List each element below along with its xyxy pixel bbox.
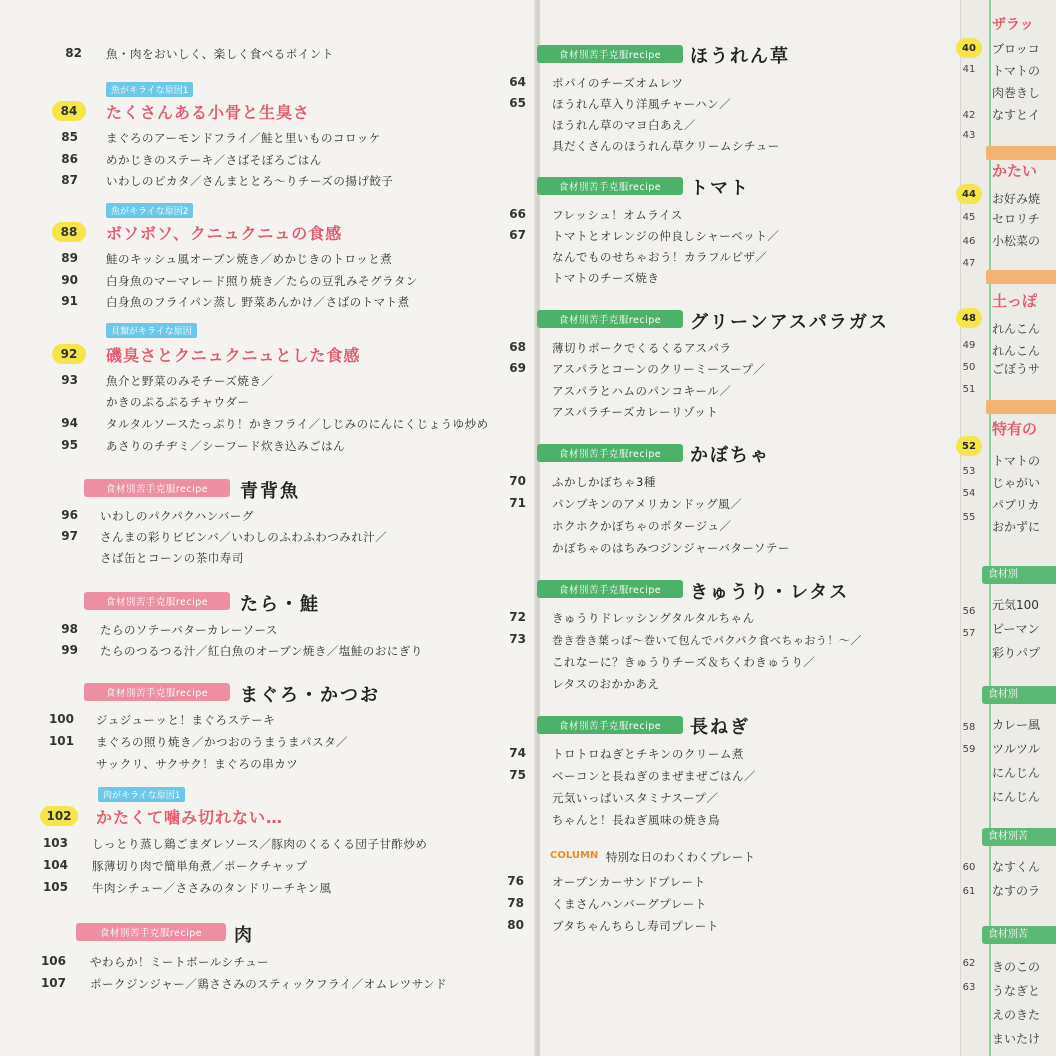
page-number: 94 (61, 416, 78, 430)
page-number: 104 (42, 858, 68, 872)
cropped-heading: ザラッ (992, 17, 1034, 33)
category-title: たら・鮭 (240, 594, 320, 615)
toc-entry: フレッシュ！オムライス (552, 208, 683, 222)
section-heading: 磯臭さとクニュクニュとした食感 (106, 346, 361, 365)
cropped-entry: 肉巻きし (992, 86, 1041, 100)
recipe-label-bar: 食材別苦手克服recipe (537, 580, 683, 598)
page-number: 57 (962, 628, 976, 639)
page-number: 69 (509, 361, 526, 375)
recipe-label-bar: 食材別苦手克服recipe (537, 716, 683, 734)
cropped-entry: れんこん (992, 322, 1041, 336)
cropped-entry: えのきた (992, 1008, 1041, 1022)
highlight-page-number: 84 (52, 101, 86, 121)
toc-entry: 白身魚のマーマレード照り焼き／たらの豆乳みそグラタン (106, 274, 418, 288)
page-number: 96 (61, 508, 78, 522)
toc-entry: あさりのチヂミ／シーフード炊き込みごはん (106, 439, 346, 453)
toc-entry: なんでものせちゃおう！カラフルピザ／ (552, 250, 768, 264)
section-heading: ボソボソ、クニュクニュの食感 (106, 224, 343, 243)
cause-tag-fragment (986, 400, 1056, 414)
toc-entry: アスパラとハムのパンコキール／ (552, 384, 732, 398)
toc-entry: いわしのピカタ／さんまととろ〜りチーズの揚げ餃子 (106, 174, 394, 188)
cropped-entry: 小松菜の (992, 234, 1041, 248)
page-number: 76 (507, 874, 524, 888)
column-title: 特別な日のわくわくプレート (606, 850, 756, 864)
page-number: 97 (61, 529, 78, 543)
recipe-label-bar: 食材別 (982, 566, 1056, 584)
toc-entry: 巻き巻き葉っぱ〜巻いて包んでパクパク食べちゃおう！〜／ (552, 634, 862, 647)
page-number: 66 (509, 207, 526, 221)
cropped-entry: きのこの (992, 960, 1041, 974)
page-number: 61 (962, 886, 976, 897)
cropped-entry: なすのラ (992, 884, 1041, 898)
toc-entry: 魚・肉をおいしく、楽しく食べるポイント (106, 47, 334, 61)
cropped-entry: ごぼうサ (992, 362, 1041, 376)
toc-entry: タルタルソースたっぷり！かきフライ／しじみのにんにくじょうゆ炒め (106, 417, 489, 431)
cropped-entry: 彩りパプ (992, 646, 1041, 660)
page-number: 75 (509, 768, 526, 782)
toc-entry: ふかしかぼちゃ3種 (552, 475, 656, 489)
page-number: 65 (509, 96, 526, 110)
recipe-label-bar: 食材別苦手克服recipe (537, 177, 683, 195)
cropped-heading: かたい (992, 162, 1038, 180)
toc-entry: アスパラとコーンのクリーミースープ／ (552, 362, 766, 376)
toc-entry: 豚薄切り肉で簡単角煮／ポークチャップ (92, 859, 308, 873)
page-number: 72 (509, 610, 526, 624)
toc-entry: トロトロねぎとチキンのクリーム煮 (552, 747, 744, 761)
toc-entry: ほうれん草入り洋風チャーハン／ (552, 97, 732, 111)
page-number: 95 (61, 438, 78, 452)
page-number: 101 (48, 734, 74, 748)
cropped-entry: トマトの (992, 64, 1041, 78)
column-tag: COLUMN (550, 850, 599, 861)
page-number: 68 (509, 340, 526, 354)
category-title: まぐろ・かつお (240, 685, 380, 706)
toc-entry: ホクホクかぼちゃのポタージュ／ (552, 519, 732, 533)
cropped-entry: にんじん (992, 790, 1041, 804)
page-number: 60 (962, 862, 976, 873)
cause-tag-fragment (986, 146, 1056, 160)
toc-entry: やわらか！ミートボールシチュー (90, 955, 270, 969)
cause-tag: 肉がキライな原因1 (98, 787, 185, 802)
toc-entry: さんまの彩りビビンバ／いわしのふわふわつみれ汁／ (100, 530, 388, 544)
recipe-label-bar: 食材別 (982, 686, 1056, 704)
category-title: トマト (690, 178, 750, 199)
highlight-page-number: 40 (956, 38, 982, 58)
page-number: 80 (507, 918, 524, 932)
toc-entry: パンプキンのアメリカンドッグ風／ (552, 497, 743, 511)
toc-entry: ベーコンと長ねぎのまぜまぜごはん／ (552, 769, 756, 783)
highlight-page-number: 92 (52, 344, 86, 364)
cropped-entry: なすくん (992, 860, 1041, 874)
toc-entry: オープンカーサンドプレート (552, 875, 706, 889)
page-number: 105 (42, 880, 68, 894)
recipe-label-bar: 食材別苦 (982, 828, 1056, 846)
cropped-entry: まいたけ (992, 1032, 1041, 1046)
category-title: グリーンアスパラガス (690, 312, 889, 333)
highlight-page-number: 88 (52, 222, 86, 242)
cropped-entry: 元気100 (992, 598, 1039, 612)
toc-entry: まぐろのアーモンドフライ／鮭と里いものコロッケ (106, 131, 381, 145)
cropped-entry: ピーマン (992, 622, 1040, 636)
page-number: 64 (509, 75, 526, 89)
toc-entry: 牛肉シチュー／ささみのタンドリーチキン風 (92, 881, 332, 895)
cropped-entry: カレー風 (992, 718, 1041, 732)
toc-entry: 元気いっぱいスタミナスープ／ (552, 791, 719, 805)
category-title: 青背魚 (240, 481, 300, 502)
recipe-label-bar: 食材別苦手克服recipe (537, 310, 683, 328)
page-number: 85 (61, 130, 78, 144)
cropped-heading: 特有の (992, 420, 1038, 438)
toc-entry: 白身魚のフライパン蒸し 野菜あんかけ／さばのトマト煮 (106, 295, 410, 309)
page-number: 78 (507, 896, 524, 910)
cropped-entry: セロリチ (992, 212, 1040, 226)
recipe-label-bar: 食材別苦手克服recipe (537, 45, 683, 63)
toc-entry: これなーに？きゅうりチーズ＆ちくわきゅうり／ (552, 655, 816, 669)
toc-entry: 魚介と野菜のみそチーズ焼き／ (106, 374, 274, 388)
cropped-entry: おかずに (992, 520, 1041, 534)
cause-tag: 魚がキライな原因2 (106, 203, 193, 218)
cropped-entry: じゃがい (992, 476, 1041, 490)
page-number: 51 (962, 384, 976, 395)
category-title: 肉 (234, 925, 254, 946)
cropped-entry: トマトの (992, 454, 1041, 468)
page-number: 71 (509, 496, 526, 510)
toc-entry: まぐろの照り焼き／かつおのうまうまパスタ／ (96, 735, 348, 749)
toc-entry: ポパイのチーズオムレツ (552, 76, 684, 90)
section-heading: たくさんある小骨と生臭さ (106, 103, 311, 122)
page-number: 106 (40, 954, 66, 968)
toc-entry: サックリ、サクサク！まぐろの串カツ (96, 757, 299, 771)
page-number: 87 (61, 173, 78, 187)
page-number: 59 (962, 744, 976, 755)
page-number: 54 (962, 488, 976, 499)
toc-entry: いわしのパクパクハンバーグ (100, 509, 254, 523)
page-number: 100 (48, 712, 74, 726)
toc-entry: かきのぷるぷるチャウダー (106, 395, 250, 409)
cropped-entry: パプリカ (992, 498, 1040, 512)
page-number: 47 (962, 258, 976, 269)
page-number: 56 (962, 606, 976, 617)
cause-tag-fragment (986, 270, 1056, 284)
page-number: 49 (962, 340, 976, 351)
page-number: 53 (962, 466, 976, 477)
cropped-entry: うなぎと (992, 984, 1041, 998)
page-number: 82 (65, 46, 82, 60)
toc-entry: トマトとオレンジの仲良しシャーベット／ (552, 229, 780, 243)
category-title: きゅうり・レタス (690, 582, 850, 603)
cause-tag: 魚がキライな原因1 (106, 82, 193, 97)
recipe-label-bar: 食材別苦手克服recipe (84, 592, 230, 610)
page-number: 41 (962, 64, 976, 75)
page-number: 93 (61, 373, 78, 387)
cropped-entry: にんじん (992, 766, 1041, 780)
cause-tag: 貝類がキライな原因 (106, 323, 197, 338)
toc-entry: ブタちゃんちらし寿司プレート (552, 919, 719, 933)
cropped-entry: れんこん (992, 344, 1041, 358)
recipe-label-bar: 食材別苦手克服recipe (84, 479, 230, 497)
toc-entry: しっとり蒸し鶏ごまダレソース／豚肉のくるくる団子甘酢炒め (92, 837, 428, 851)
toc-entry: レタスのおかかあえ (552, 677, 660, 691)
page-number: 99 (61, 643, 78, 657)
section-heading: かたくて噛み切れない… (96, 808, 284, 827)
page-number: 73 (509, 632, 526, 646)
toc-entry: ちゃんと！長ねぎ風味の焼き鳥 (552, 813, 720, 827)
highlight-page-number: 52 (956, 436, 982, 456)
cropped-entry: お好み焼 (992, 192, 1041, 206)
highlight-page-number: 102 (40, 806, 78, 826)
category-title: 長ねぎ (690, 717, 750, 738)
page-number: 91 (61, 294, 78, 308)
cropped-entry: ツルツル (992, 742, 1041, 756)
cropped-entry: ブロッコ (992, 42, 1040, 56)
page-number: 43 (962, 130, 976, 141)
recipe-label-bar: 食材別苦手克服recipe (76, 923, 226, 941)
page-number: 42 (962, 110, 976, 121)
recipe-label-bar: 食材別苦手克服recipe (537, 444, 683, 462)
toc-entry: ポークジンジャー／鶏ささみのスティックフライ／オムレツサンド (90, 977, 448, 991)
page-number: 70 (509, 474, 526, 488)
page-number: 50 (962, 362, 976, 373)
toc-entry: くまさんハンバーグプレート (552, 897, 707, 911)
page-number: 58 (962, 722, 976, 733)
toc-entry: たらのつるつる汁／紅白魚のオーブン焼き／塩鮭のおにぎり (100, 644, 423, 658)
cropped-heading: 土っぽ (992, 292, 1038, 310)
toc-entry: トマトのチーズ焼き (552, 271, 660, 285)
page-number: 45 (962, 212, 976, 223)
page-number: 67 (509, 228, 526, 242)
toc-entry: きゅうりドレッシングタルタルちゃん (552, 611, 755, 625)
page-number: 74 (509, 746, 526, 760)
toc-entry: たらのソテーバターカレーソース (100, 623, 278, 637)
cropped-entry: なすとイ (992, 108, 1041, 122)
toc-entry: さば缶とコーンの茶巾寿司 (100, 551, 244, 565)
category-title: ほうれん草 (690, 46, 790, 67)
page-number: 107 (40, 976, 66, 990)
category-title: かぼちゃ (690, 445, 770, 466)
toc-entry: かぼちゃのはちみつジンジャーバターソテー (552, 541, 790, 555)
highlight-page-number: 44 (956, 184, 982, 204)
recipe-label-bar: 食材別苦手克服recipe (84, 683, 230, 701)
toc-entry: ほうれん草のマヨ白あえ／ (552, 118, 696, 132)
page-number: 98 (61, 622, 78, 636)
highlight-page-number: 48 (956, 308, 982, 328)
page-number: 63 (962, 982, 976, 993)
toc-entry: 薄切りポークでくるくるアスパラ (552, 341, 732, 355)
page-number: 89 (61, 251, 78, 265)
toc-entry: 具だくさんのほうれん草クリームシチュー (552, 139, 780, 153)
toc-entry: 鮭のキッシュ風オーブン焼き／めかじきのトロッと煮 (106, 252, 393, 266)
toc-entry: めかじきのステーキ／さばそぼろごはん (106, 153, 322, 167)
toc-entry: ジュジューッと！まぐろステーキ (96, 713, 276, 727)
page-number: 90 (61, 273, 78, 287)
page-number: 46 (962, 236, 976, 247)
toc-entry: アスパラチーズカレーリゾット (552, 405, 719, 419)
page-number: 55 (962, 512, 976, 523)
next-page-cropped (956, 0, 1056, 1056)
recipe-label-bar: 食材別苦 (982, 926, 1056, 944)
page-number: 86 (61, 152, 78, 166)
page-number: 103 (42, 836, 68, 850)
page-number: 62 (962, 958, 976, 969)
